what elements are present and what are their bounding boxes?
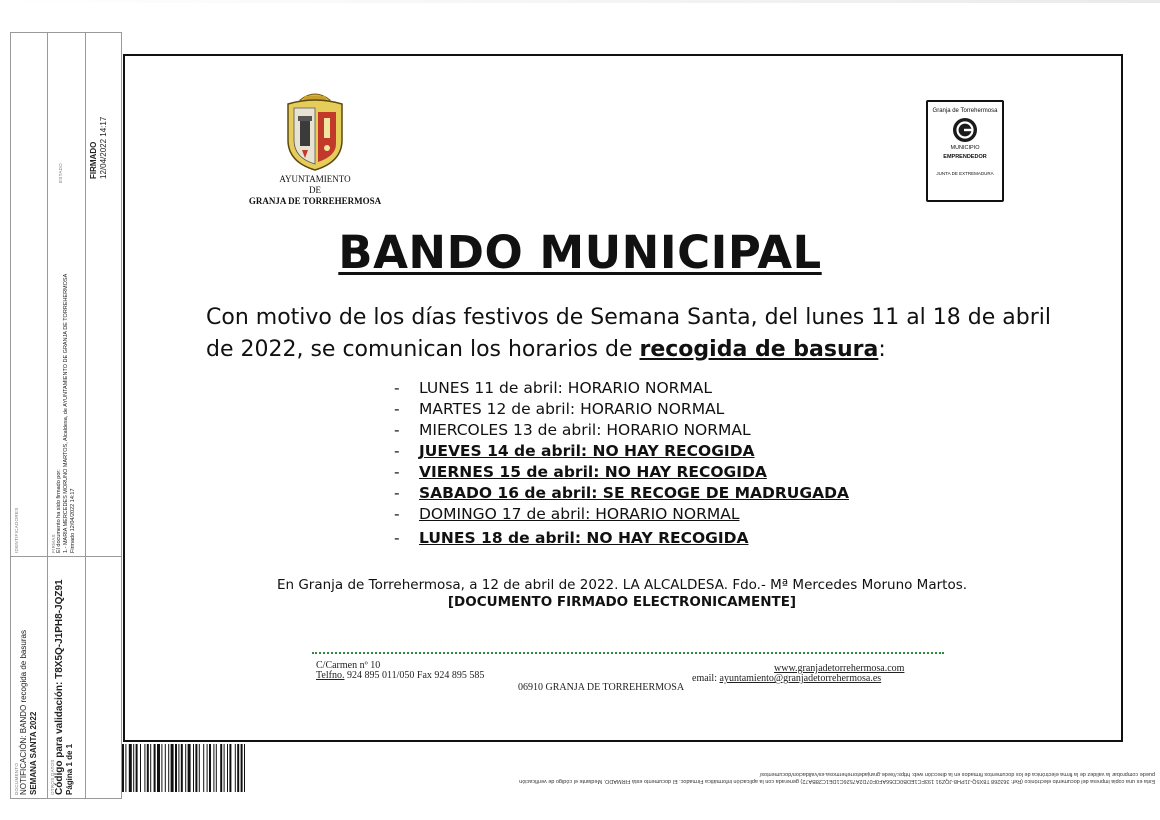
schedule-item: - LUNES 11 de abril: HORARIO NORMAL (394, 379, 713, 397)
footer-phone-label: Telfno. (316, 670, 345, 681)
barcode-image (122, 744, 322, 792)
barcode-bar (220, 744, 222, 792)
schedule-item-text: DOMINGO 17 de abril: HORARIO NORMAL (419, 505, 740, 523)
barcode-bar (129, 744, 132, 792)
document-title: NOTIFICACIÓN: BANDO recogida de basuras (19, 630, 28, 795)
identificadores-block: IDENTIFICADORES (14, 507, 19, 553)
barcode-bar (150, 744, 151, 792)
schedule-item: - LUNES 18 de abril: NO HAY RECOGIDA (394, 529, 749, 547)
verification-note (325, 770, 1155, 784)
estado-status: FIRMADO (89, 141, 98, 179)
otros-datos-block: OTROS DATOS Código para validación: T8X5Q-J1PH8-JQZ91 Página 1 de 1 (50, 579, 74, 795)
barcode-bar (237, 744, 239, 792)
barcode-bar (140, 744, 141, 792)
barcode-bar (147, 744, 149, 792)
coat-of-arms-icon (280, 90, 350, 172)
barcode-bar (229, 744, 231, 792)
barcode-bar (207, 744, 208, 792)
barcode-bar (125, 744, 126, 792)
barcode-bar (175, 744, 177, 792)
municipio-emprendedor-badge (926, 100, 1004, 202)
estado-value-block (89, 117, 108, 179)
barcode-bar (199, 744, 200, 792)
badge-junta: JUNTA DE EXTREMADURA (936, 171, 994, 176)
schedule-item: - MARTES 12 de abril: HORARIO NORMAL (394, 400, 725, 418)
schedule-item: - DOMINGO 17 de abril: HORARIO NORMAL (394, 505, 740, 523)
footer-email-link[interactable]: ayuntamiento@granjadetorrehermosa.es (719, 673, 882, 684)
validation-strip (10, 32, 122, 799)
signature-line: En Granja de Torrehermosa, a 12 de abril de 2022. LA ALCALDESA. Fdo.- Mª Mercedes Moruno Martos. (276, 577, 968, 593)
intro-paragraph (206, 302, 1066, 366)
intro-highlight: recogida de basura (639, 337, 879, 362)
barcode-bar (213, 744, 214, 792)
barcode-bar (157, 744, 160, 792)
barcode-bar (165, 744, 166, 792)
schedule-item-text: VIERNES 15 de abril: NO HAY RECOGIDA (419, 463, 767, 481)
coat-line-municipality: GRANJA DE TORREHERMOSA (248, 196, 382, 206)
barcode-bar (154, 744, 156, 792)
barcode-bar (195, 744, 197, 792)
page-count: Página 1 de 1 (64, 743, 74, 795)
footer-phone-line (316, 670, 484, 681)
barcode-bar (136, 744, 138, 792)
badge-logo-icon (952, 117, 978, 143)
schedule-item-text: MIERCOLES 13 de abril: HORARIO NORMAL (419, 421, 751, 439)
barcode-bar (168, 744, 169, 792)
footer-web-link[interactable]: www.granjadetorrehermosa.com (774, 663, 905, 674)
barcode-bar (216, 744, 217, 792)
footer-postal: 06910 GRANJA DE TORREHERMOSA (518, 682, 685, 693)
badge-town: Granja de Torrehermosa (932, 108, 998, 114)
schedule-item-text: LUNES 18 de abril: NO HAY RECOGIDA (419, 529, 749, 547)
page-edge (0, 0, 1160, 3)
coat-line-de: DE (309, 185, 321, 195)
estado-date: 12/04/2022 14:17 (98, 116, 108, 179)
barcode-bar (171, 744, 174, 792)
validation-code: Código para validación: T8X5Q-J1PH8-JQZ91 (54, 579, 65, 795)
schedule-item-text: SABADO 16 de abril: SE RECOGE DE MADRUGADA (419, 484, 849, 502)
document-subtitle: SEMANA SANTA 2022 (28, 711, 38, 795)
barcode-bar (133, 744, 134, 792)
footer-phone: 924 895 011/050 Fax 924 895 585 (344, 670, 485, 681)
schedule-item-text: JUEVES 14 de abril: NO HAY RECOGIDA (419, 442, 755, 460)
barcode-bar (193, 744, 194, 792)
footer-email-line (692, 673, 881, 684)
schedule-item: - VIERNES 15 de abril: NO HAY RECOGIDA (394, 463, 767, 481)
footer-email-label: email: (692, 673, 720, 684)
signature-electronic: [DOCUMENTO FIRMADO ELECTRONICAMENTE] (447, 594, 797, 610)
barcode-bar (185, 744, 186, 792)
footer-divider (312, 652, 944, 654)
barcode-bar (122, 744, 124, 792)
footer-address: C/Carmen nº 10 (316, 660, 381, 671)
intro-text: Con motivo de los días festivos de Semana Santa, del lunes 11 al 18 de abril de 2022, se comunican los horarios de (206, 305, 1051, 362)
barcode-bar (224, 744, 225, 792)
badge-line-municipio: MUNICIPIO (950, 145, 980, 151)
barcode-bar (178, 744, 179, 792)
schedule-item-text: LUNES 11 de abril: HORARIO NORMAL (419, 379, 713, 397)
signature-block (0, 577, 1160, 611)
barcode-bar (161, 744, 162, 792)
schedule-item: - MIERCOLES 13 de abril: HORARIO NORMAL (394, 421, 751, 439)
barcode-bar (181, 744, 183, 792)
barcode-bar (241, 744, 243, 792)
schedule-item: - JUEVES 14 de abril: NO HAY RECOGIDA (394, 442, 755, 460)
verification-note-line: puede comprobar la validez de la firma electrónica de los documentos firmados en la dirección web: https://sede.granjadetorrehermosa.es/validacion/documentos/ (759, 771, 1155, 777)
barcode-bar (235, 744, 236, 792)
municipal-coat-of-arms (228, 90, 402, 207)
barcode-bar (227, 744, 228, 792)
collection-schedule (394, 378, 994, 549)
barcode-bar (209, 744, 211, 792)
coat-line-ayuntamiento: AYUNTAMIENTO (279, 174, 351, 184)
verification-note-line: Esta es una copia impresa del documento electrónico (Ref: 363268 T8X5Q-J1PH8-JQZ91 193FC1EDB0CD56AF0F07D2A7526C1DE1C28BA72) generada con la aplicación informática Firmadoc. El documento está FIRMADO. Mediante el código de verificación (519, 778, 1155, 784)
schedule-item: - SABADO 16 de abril: SE RECOGE DE MADRUGADA (394, 484, 849, 502)
page-title-text: BANDO MUNICIPAL (338, 226, 822, 279)
estado-block: ESTADO (58, 163, 63, 183)
documento-block: DOCUMENTO NOTIFICACIÓN: BANDO recogida de basuras SEMANA SANTA 2022 (14, 630, 38, 795)
barcode-bar (144, 744, 145, 792)
barcode-bar (203, 744, 204, 792)
page-title (0, 226, 1160, 279)
schedule-item-text: MARTES 12 de abril: HORARIO NORMAL (419, 400, 725, 418)
badge-line-emprendedor: EMPRENDEDOR (943, 154, 987, 160)
barcode-bar (188, 744, 191, 792)
firmas-block: FIRMAS El documento ha sido firmado por: 1.- MARIA MERCEDES MORUNO MARTOS, Alcaldesa, de AYUNTAMIENTO DE GRANJA DE TORREHERMOSA Firmado 12/04/2022 14:17 (51, 273, 76, 553)
intro-end: : (878, 337, 886, 362)
barcode-bar (244, 744, 245, 792)
